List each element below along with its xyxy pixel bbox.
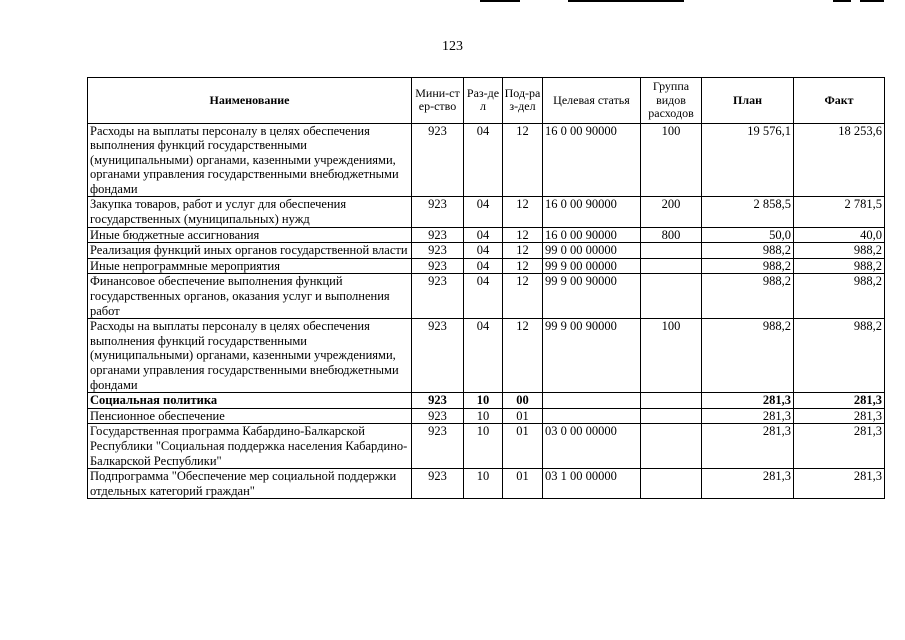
row-subsection-cell: 01 <box>503 424 543 469</box>
budget-table <box>87 77 885 499</box>
row-section-cell: 04 <box>464 227 503 243</box>
row-ministry-cell: 923 <box>412 469 464 499</box>
row-section-cell: 10 <box>464 469 503 499</box>
header-subsection: Под-раз-дел <box>503 78 543 124</box>
row-fact-cell: 281,3 <box>794 424 885 469</box>
row-subsection-cell: 01 <box>503 469 543 499</box>
row-subsection-cell: 12 <box>503 123 543 197</box>
row-plan-cell: 988,2 <box>702 274 794 319</box>
row-fact-cell: 40,0 <box>794 227 885 243</box>
row-ministry-cell: 923 <box>412 227 464 243</box>
row-subsection-cell: 12 <box>503 274 543 319</box>
row-target-cell: 16 0 00 90000 <box>543 227 641 243</box>
table-row <box>88 274 885 319</box>
table-row <box>88 123 885 197</box>
row-plan-cell: 281,3 <box>702 424 794 469</box>
row-target-cell: 16 0 00 90000 <box>543 123 641 197</box>
row-name-cell: Реализация функций иных органов государственной власти <box>88 243 412 259</box>
row-name-cell: Закупка товаров, работ и услуг для обеспечения государственных (муниципальных) нужд <box>88 197 412 227</box>
table-row <box>88 408 885 424</box>
row-plan-cell: 988,2 <box>702 258 794 274</box>
row-subsection-cell: 12 <box>503 197 543 227</box>
row-expense-group-cell <box>641 424 702 469</box>
row-fact-cell: 2 781,5 <box>794 197 885 227</box>
row-target-cell: 16 0 00 90000 <box>543 197 641 227</box>
row-plan-cell: 281,3 <box>702 408 794 424</box>
row-target-cell: 99 9 00 90000 <box>543 274 641 319</box>
row-ministry-cell: 923 <box>412 123 464 197</box>
row-name-cell: Социальная политика <box>88 393 412 409</box>
row-target-cell: 99 9 00 90000 <box>543 319 641 393</box>
row-subsection-cell: 01 <box>503 408 543 424</box>
row-fact-cell: 988,2 <box>794 258 885 274</box>
row-expense-group-cell <box>641 243 702 259</box>
row-section-cell: 04 <box>464 243 503 259</box>
row-name-cell: Иные непрограммные мероприятия <box>88 258 412 274</box>
row-target-cell <box>543 393 641 409</box>
row-fact-cell: 988,2 <box>794 274 885 319</box>
row-ministry-cell: 923 <box>412 393 464 409</box>
row-expense-group-cell <box>641 393 702 409</box>
table-row <box>88 319 885 393</box>
row-expense-group-cell <box>641 408 702 424</box>
row-subsection-cell: 12 <box>503 243 543 259</box>
row-name-cell: Государственная программа Кабардино-Балкарской Республики "Социальная поддержка населения Кабардино-Балкарской Республики" <box>88 424 412 469</box>
row-ministry-cell: 923 <box>412 424 464 469</box>
header-fact: Факт <box>794 78 885 124</box>
table-header-row <box>88 78 885 124</box>
table-row <box>88 469 885 499</box>
row-ministry-cell: 923 <box>412 408 464 424</box>
row-target-cell: 99 0 00 00000 <box>543 243 641 259</box>
row-name-cell: Подпрограмма "Обеспечение мер социальной поддержки отдельных категорий граждан" <box>88 469 412 499</box>
row-section-cell: 04 <box>464 123 503 197</box>
table-row <box>88 227 885 243</box>
row-section-cell: 10 <box>464 408 503 424</box>
table-row <box>88 197 885 227</box>
table-row <box>88 393 885 409</box>
row-subsection-cell: 00 <box>503 393 543 409</box>
row-name-cell: Расходы на выплаты персоналу в целях обеспечения выполнения функций государственными (муниципальными) органами, казенными учреждениями, органами управления государственными внебюджетными фондами <box>88 123 412 197</box>
row-section-cell: 04 <box>464 258 503 274</box>
row-fact-cell: 281,3 <box>794 408 885 424</box>
row-expense-group-cell: 100 <box>641 319 702 393</box>
row-ministry-cell: 923 <box>412 243 464 259</box>
row-target-cell: 03 0 00 00000 <box>543 424 641 469</box>
row-ministry-cell: 923 <box>412 274 464 319</box>
table-body <box>88 123 885 499</box>
row-subsection-cell: 12 <box>503 227 543 243</box>
row-expense-group-cell: 100 <box>641 123 702 197</box>
row-ministry-cell: 923 <box>412 197 464 227</box>
row-ministry-cell: 923 <box>412 319 464 393</box>
row-plan-cell: 988,2 <box>702 319 794 393</box>
header-plan: План <box>702 78 794 124</box>
row-ministry-cell: 923 <box>412 258 464 274</box>
row-subsection-cell: 12 <box>503 258 543 274</box>
table-row <box>88 258 885 274</box>
header-expense-group: Группа видов расходов <box>641 78 702 124</box>
row-plan-cell: 2 858,5 <box>702 197 794 227</box>
row-section-cell: 10 <box>464 393 503 409</box>
row-section-cell: 04 <box>464 197 503 227</box>
row-name-cell: Финансовое обеспечение выполнения функций государственных органов, оказания услуг и выполнения работ <box>88 274 412 319</box>
page-top-edge-marks <box>0 0 905 4</box>
row-plan-cell: 50,0 <box>702 227 794 243</box>
row-name-cell: Пенсионное обеспечение <box>88 408 412 424</box>
row-fact-cell: 988,2 <box>794 319 885 393</box>
row-target-cell: 99 9 00 00000 <box>543 258 641 274</box>
row-expense-group-cell <box>641 258 702 274</box>
header-ministry: Мини-стер-ство <box>412 78 464 124</box>
row-expense-group-cell <box>641 469 702 499</box>
row-section-cell: 04 <box>464 319 503 393</box>
row-target-cell <box>543 408 641 424</box>
row-expense-group-cell <box>641 274 702 319</box>
row-fact-cell: 18 253,6 <box>794 123 885 197</box>
row-plan-cell: 281,3 <box>702 393 794 409</box>
header-name: Наименование <box>88 78 412 124</box>
row-expense-group-cell: 800 <box>641 227 702 243</box>
header-target: Целевая статья <box>543 78 641 124</box>
row-fact-cell: 281,3 <box>794 469 885 499</box>
row-section-cell: 10 <box>464 424 503 469</box>
row-section-cell: 04 <box>464 274 503 319</box>
row-plan-cell: 988,2 <box>702 243 794 259</box>
row-subsection-cell: 12 <box>503 319 543 393</box>
page-number: 123 <box>442 39 463 54</box>
header-section: Раз-дел <box>464 78 503 124</box>
row-name-cell: Расходы на выплаты персоналу в целях обеспечения выполнения функций государственными (муниципальными) органами, казенными учреждениями, органами управления государственными внебюджетными фондами <box>88 319 412 393</box>
row-plan-cell: 19 576,1 <box>702 123 794 197</box>
row-fact-cell: 988,2 <box>794 243 885 259</box>
table-row <box>88 243 885 259</box>
row-name-cell: Иные бюджетные ассигнования <box>88 227 412 243</box>
row-plan-cell: 281,3 <box>702 469 794 499</box>
row-target-cell: 03 1 00 00000 <box>543 469 641 499</box>
row-fact-cell: 281,3 <box>794 393 885 409</box>
row-expense-group-cell: 200 <box>641 197 702 227</box>
table-row <box>88 424 885 469</box>
